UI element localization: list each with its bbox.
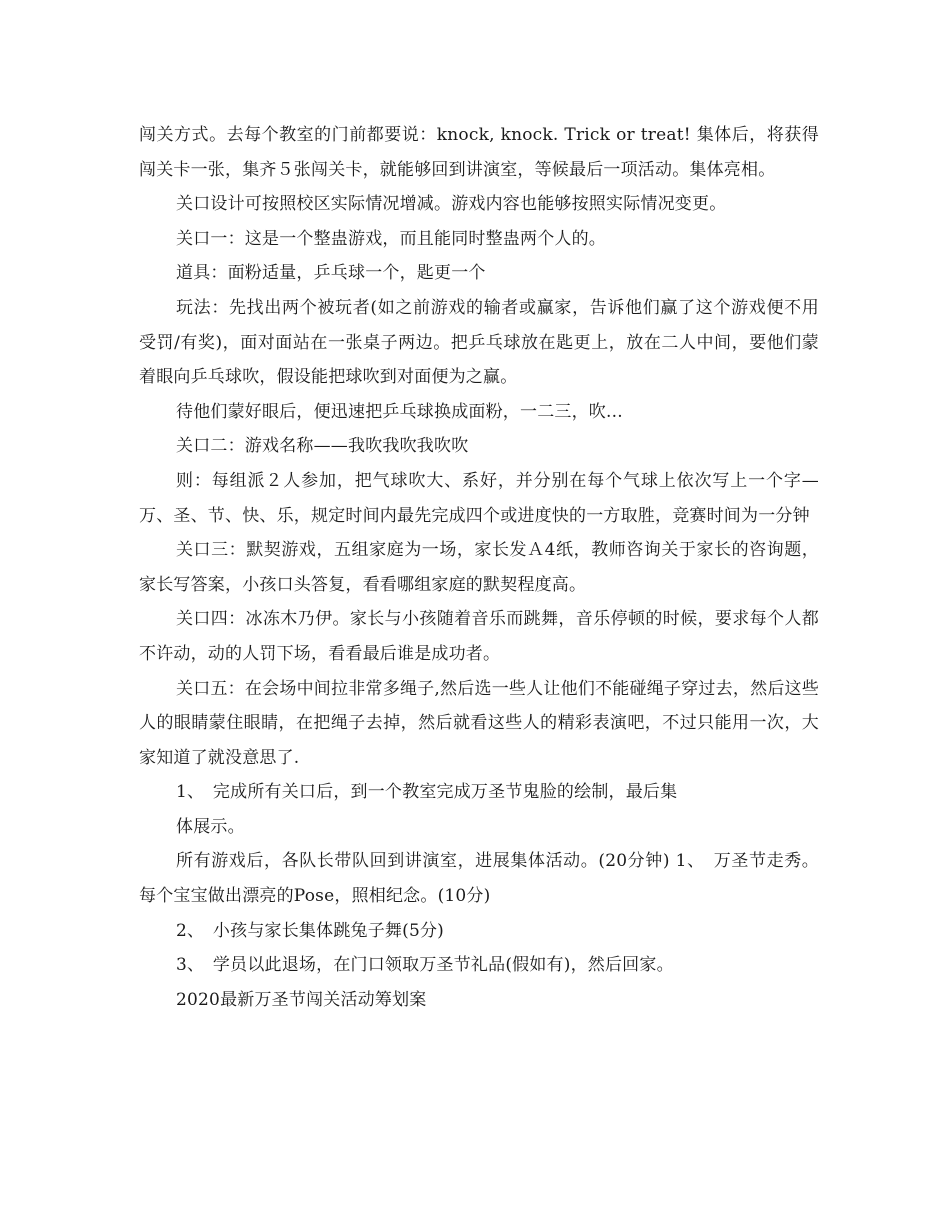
paragraph: 玩法：先找出两个被玩者(如之前游戏的输者或赢家，告诉他们赢了这个游戏便不用受罚/有奖)，面对面站在一张桌子两边。把乒乓球放在匙更上，放在二人中间，要他们蒙着眼向乒乓球吹，假设能把球吹到对面便为之赢。 [139,297,819,388]
paragraph: 关口二：游戏名称——我吹我吹我吹吹 [176,436,469,457]
paragraph: 所有游戏后，各队长带队回到讲演室，进展集体活动。(20分钟) 1、 万圣节走秀。每个宝宝做出漂亮的Pose，照相纪念。(10分) [139,851,819,907]
paragraph: 闯关方式。去每个教室的门前都要说：knock, knock. Trick or treat! 集体后，将获得闯关卡一张，集齐５张闯关卡，就能够回到讲演室，等候最后一项活动。集体亮相。 [139,125,819,180]
document-title: 2020最新万圣节闯关活动筹划案 [176,989,427,1010]
paragraph: 体展示。 [176,816,245,837]
paragraph: 关口设计可按照校区实际情况增减。游戏内容也能够按照实际情况变更。 [176,194,727,215]
paragraph: 关口一：这是一个整蛊游戏，而且能同时整蛊两个人的。 [176,228,606,249]
list-item: 2、 小孩与家长集体跳兔子舞(5分) [176,920,444,941]
document-body [139,118,819,1017]
list-item: 1、 完成所有关口后，到一个教室完成万圣节鬼脸的绘制，最后集 [176,782,678,803]
paragraph: 关口五：在会场中间拉非常多绳子,然后选一些人让他们不能碰绳子穿过去，然后这些人的眼睛蒙住眼睛，在把绳子去掉，然后就看这些人的精彩表演吧，不过只能用一次，大家知道了就没意思了. [139,678,819,768]
paragraph: 道具：面粉适量，乒乓球一个，匙更一个 [176,263,486,284]
paragraph: 则：每组派２人参加，把气球吹大、系好，并分别在每个气球上依次写上一个字—万、圣、节、快、乐，规定时间内最先完成四个或进度快的一方取胜，竞赛时间为一分钟 [139,470,819,526]
list-item: 3、 学员以此退场，在门口领取万圣节礼品(假如有)，然后回家。 [176,955,674,976]
paragraph: 关口三：默契游戏，五组家庭为一场，家长发Ａ4纸，教师咨询关于家长的咨询题，家长写答案，小孩口头答复，看看哪组家庭的默契程度高。 [139,540,819,595]
paragraph: 关口四：冰冻木乃伊。家长与小孩随着音乐而跳舞，音乐停顿的时候，要求每个人都不许动，动的人罚下场，看看最后谁是成功者。 [139,609,819,664]
paragraph: 待他们蒙好眼后，便迅速把乒乓球换成面粉，一二三，吹... [176,401,623,422]
